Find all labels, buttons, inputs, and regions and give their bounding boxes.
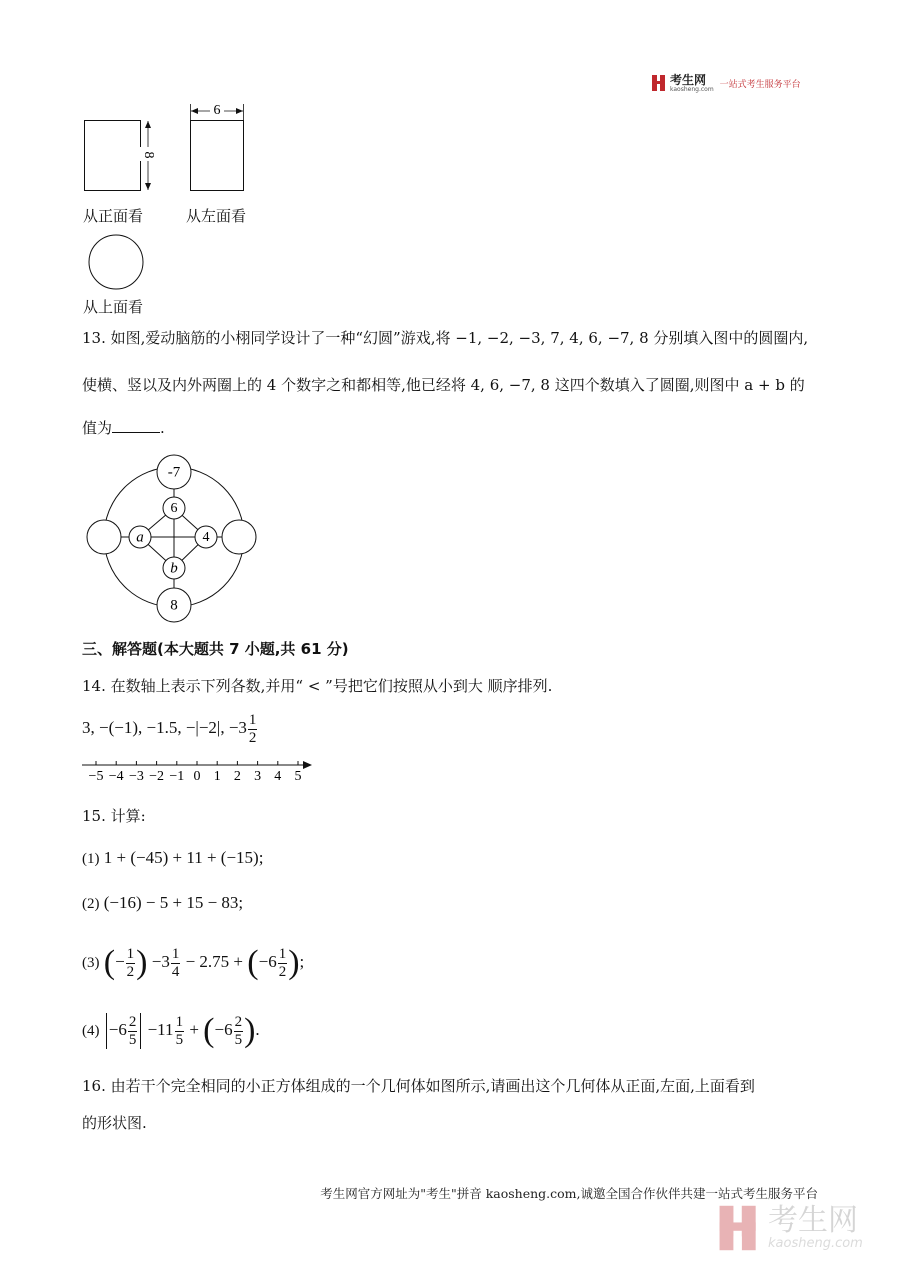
height-arrow-up-icon [145,121,151,128]
number-line-label: 3 [254,769,262,784]
left-view-rect [191,121,244,191]
q15-p3-label: (3) [82,955,100,971]
q14-frac-den: 2 [248,729,257,746]
frac-num: 2 [234,1013,243,1030]
abs-bar-left [106,1013,107,1049]
paren-open: ( [103,944,116,982]
frac-den: 4 [171,963,180,980]
width-arrow-left-icon [191,108,198,114]
header-logo [651,72,801,94]
number-line [80,756,320,786]
watermark [716,1198,886,1258]
number-line-label: 0 [193,769,201,784]
number-line-label: 2 [233,769,241,784]
q15-p3-frac-a [126,946,136,981]
watermark-domain: kaosheng.com [768,1236,863,1251]
q15-title: 15. 计算: [82,807,146,825]
number-line-label: −1 [169,769,185,784]
watermark-logo-icon [716,1203,762,1253]
number-line-ticks [89,761,302,784]
frac-num: 1 [175,1013,184,1030]
q15-p4-frac-c [234,1014,244,1049]
q15-p4-frac-b [175,1014,185,1049]
abs-bar-right [140,1013,141,1049]
q14-fraction [248,712,258,747]
front-view-label: 从正面看 [83,207,144,225]
q12-views-figure [80,100,260,200]
circle-inner-top-value: 6 [170,501,178,517]
number-line-label: 1 [213,769,221,784]
q15-p4-c-int: −6 [214,1020,233,1039]
frac-num: 1 [171,945,180,962]
q14-frac-num: 1 [248,711,257,728]
logo-name: 考生网 [670,72,707,87]
circle-inner-bottom-value: b [170,560,178,577]
q15-p4-a-int: −6 [108,1020,127,1039]
q16-line1: 16. 由若干个完全相同的小正方体组成的一个几何体如图所示,请画出这个几何体从正面,左面,上面看到 [82,1077,755,1095]
q15-p3-frac-d [278,946,288,981]
height-arrow-down-icon [145,183,151,190]
q16-line2: 的形状图. [82,1114,147,1132]
frac-num: 1 [126,945,135,962]
q15-part3 [82,940,304,984]
q15-p1-expr: 1 + (−45) + 11 + (−15); [103,848,264,867]
number-line-label: 5 [294,769,302,784]
circle-top-value: -7 [167,464,181,481]
number-line-label: −5 [88,769,104,784]
left-view-label: 从左面看 [186,207,247,225]
paren-close: ) [288,944,300,982]
q14-expression [82,708,258,748]
width-arrow-right-icon [236,108,243,114]
number-line-label: 4 [274,769,282,784]
q13-line2: 使横、竖以及内外两圈上的 4 个数字之和都相等,他已经将 4, 6, −7, 8 这四个数填入了圆圈,则图中 a + b 的 [82,376,805,394]
circle-bottom-value: 8 [170,597,178,614]
q15-part2 [82,886,243,920]
number-line-label: −4 [108,769,124,784]
q15-p4-label: (4) [82,1023,100,1039]
q15-p3-a-sign: − [115,952,125,971]
q13-line1: 13. 如图,爱动脑筋的小栩同学设计了一种“幻圆”游戏,将 −1, −2, −3, 7, 4, 6, −7, 8 分别填入图中的圆圈内, [82,329,809,347]
q15-p3-b-int: −3 [151,952,170,971]
width-dimension-label: 6 [213,103,221,119]
frac-den: 5 [234,1031,243,1048]
frac-num: 2 [128,1013,137,1030]
height-dimension-label: 8 [140,151,156,159]
number-line-label: −3 [128,769,144,784]
frac-den: 5 [175,1031,184,1048]
q14-text: 14. 在数轴上表示下列各数,并用“ < ”号把它们按照从小到大 顺序排列. [82,677,553,695]
circle-left [87,520,121,554]
q14-expr-part: 3, −(−1), −1.5, −|−2|, −3 [82,718,247,737]
q15-p3-c: − 2.75 + [185,952,244,971]
q15-p4-plus: + [189,1020,199,1039]
q13-answer-blank [112,418,160,433]
circle-inner-right-value: 4 [202,530,210,546]
footer-text: 考生网官方网址为"考生"拼音 kaosheng.com,诚邀全国合作伙伴共建一站式考生服务平台 [320,1186,818,1201]
number-line-arrow-icon [303,761,312,769]
paren-open: ( [247,944,259,982]
front-view-rect [85,121,141,191]
q13-line3-suffix: . [160,419,165,437]
top-view-label: 从上面看 [83,298,144,316]
q15-p4-b-int: −11 [147,1020,174,1039]
q15-p3-frac-b [171,946,181,981]
q15-p4-end: . [255,1020,260,1039]
header-slogan: 一站式考生服务平台 [719,79,801,90]
q15-p1-label: (1) [82,851,100,867]
q15-p3-d-int: −6 [258,952,277,971]
q15-p4-frac-a [128,1014,138,1049]
circle-inner-left-value: a [136,529,144,546]
q15-p2-label: (2) [82,896,100,912]
watermark-text-block [768,1205,863,1251]
paren-open: ( [203,1012,215,1050]
paren-close: ) [136,944,148,982]
top-view-circle [89,235,143,289]
frac-den: 2 [278,963,287,980]
frac-den: 5 [128,1031,137,1048]
logo-text-block [670,74,714,93]
number-line-label: −2 [149,769,165,784]
q15-part1 [82,841,263,875]
magic-circle-figure [80,450,270,625]
section3-heading: 三、解答题(本大题共 7 小题,共 61 分) [82,640,349,658]
q13-line3-prefix: 值为 [82,419,113,437]
watermark-name: 考生网 [768,1203,858,1238]
frac-den: 2 [126,963,135,980]
q15-p3-end: ; [299,952,305,971]
q15-p2-expr: (−16) − 5 + 15 − 83; [103,893,244,912]
frac-num: 1 [278,945,287,962]
q15-part4 [82,1008,260,1052]
circle-right [222,520,256,554]
logo-domain: kaosheng.com [670,85,714,93]
paren-close: ) [244,1012,256,1050]
top-view-figure [86,233,146,293]
q13-line3 [82,418,165,438]
kaosheng-logo-icon [651,74,667,92]
